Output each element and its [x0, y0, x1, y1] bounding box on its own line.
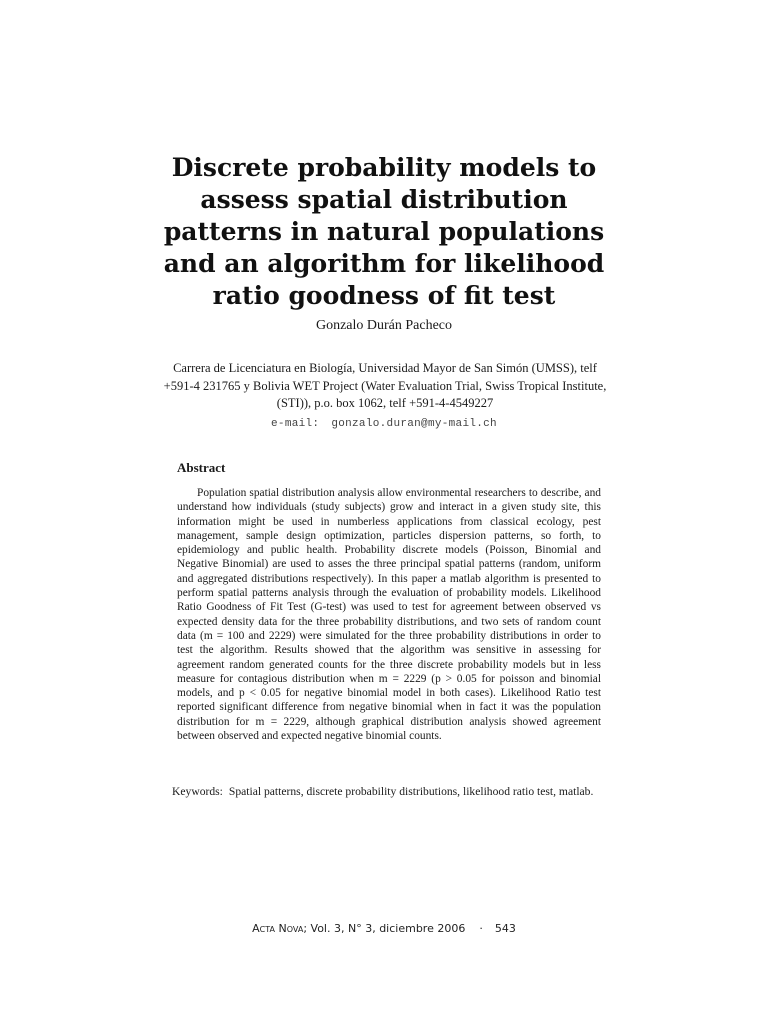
journal-name: Acta Nova — [252, 922, 304, 935]
email-line — [0, 418, 768, 430]
abstract-heading: Abstract — [177, 460, 226, 475]
author-name: Gonzalo Durán Pacheco — [315, 318, 453, 333]
keywords-label: Keywords: — [172, 785, 223, 798]
page-footer — [0, 922, 768, 935]
author-affiliation: Carrera de Licenciatura en Biología, Universidad Mayor de San Simón (UMSS), telf +591-4 231765 y Bolivia WET Project (Water Evaluation Trial, Swiss Tropical Institute, (STI)), p.o. box 1062, telf +591-4-4549227 — [163, 361, 607, 410]
footer-separator: · — [479, 922, 483, 935]
keywords-text: Spatial patterns, discrete probability distributions, likelihood ratio test, matlab. — [228, 785, 594, 798]
keywords-block — [172, 785, 605, 799]
journal-citation: ; Vol. 3, N° 3, diciembre 2006 — [303, 922, 466, 935]
page-number: 543 — [494, 922, 516, 935]
email-label: e-mail: — [271, 418, 320, 430]
paper-title: Discrete probability models to assess spatial distribution patterns in natural populations and an algorithm for likelihood ratio goodness of fit test — [163, 153, 605, 310]
email-address: gonzalo.duran@my-mail.ch — [331, 418, 497, 430]
abstract-text: Population spatial distribution analysis allow environmental researchers to describe, and understand how individuals (study subjects) grow and interact in a given study site, this information might be used in numberless applications from classical ecology, pest management, sample design optimization, particles dispersion patterns, so forth, to epidemiology and public health. Probability discrete models (Poisson, Binomial and Negative Binomial) are used to asses the three principal spatial patterns (random, uniform and aggregated distributions respectively). In this paper a matlab algorithm is presented to perform spatial patterns analysis through the evaluation of probability models. Likelihood Ratio Goodness of Fit Test (G-test) was used to test for agreement between observed vs expected density data for the three probability distributions, and two sets of random count data (m = 100 and 2229) were simulated for the three probability distributions in order to test the algorithm. Results showed that the algorithm was sensitive in assessing for agreement random generated counts for the three discrete probability models but in less measure for contagious distribution when m = 2229 (p > 0.05 for poisson and binomial models, and p < 0.05 for negative binomial model in both cases). Likelihood Ratio test reported significant difference from negative binomial when in fact it was the population distribution for m = 2229, although graphical distribution analysis showed agreement between observed and expected negative binomial counts. — [177, 487, 601, 743]
